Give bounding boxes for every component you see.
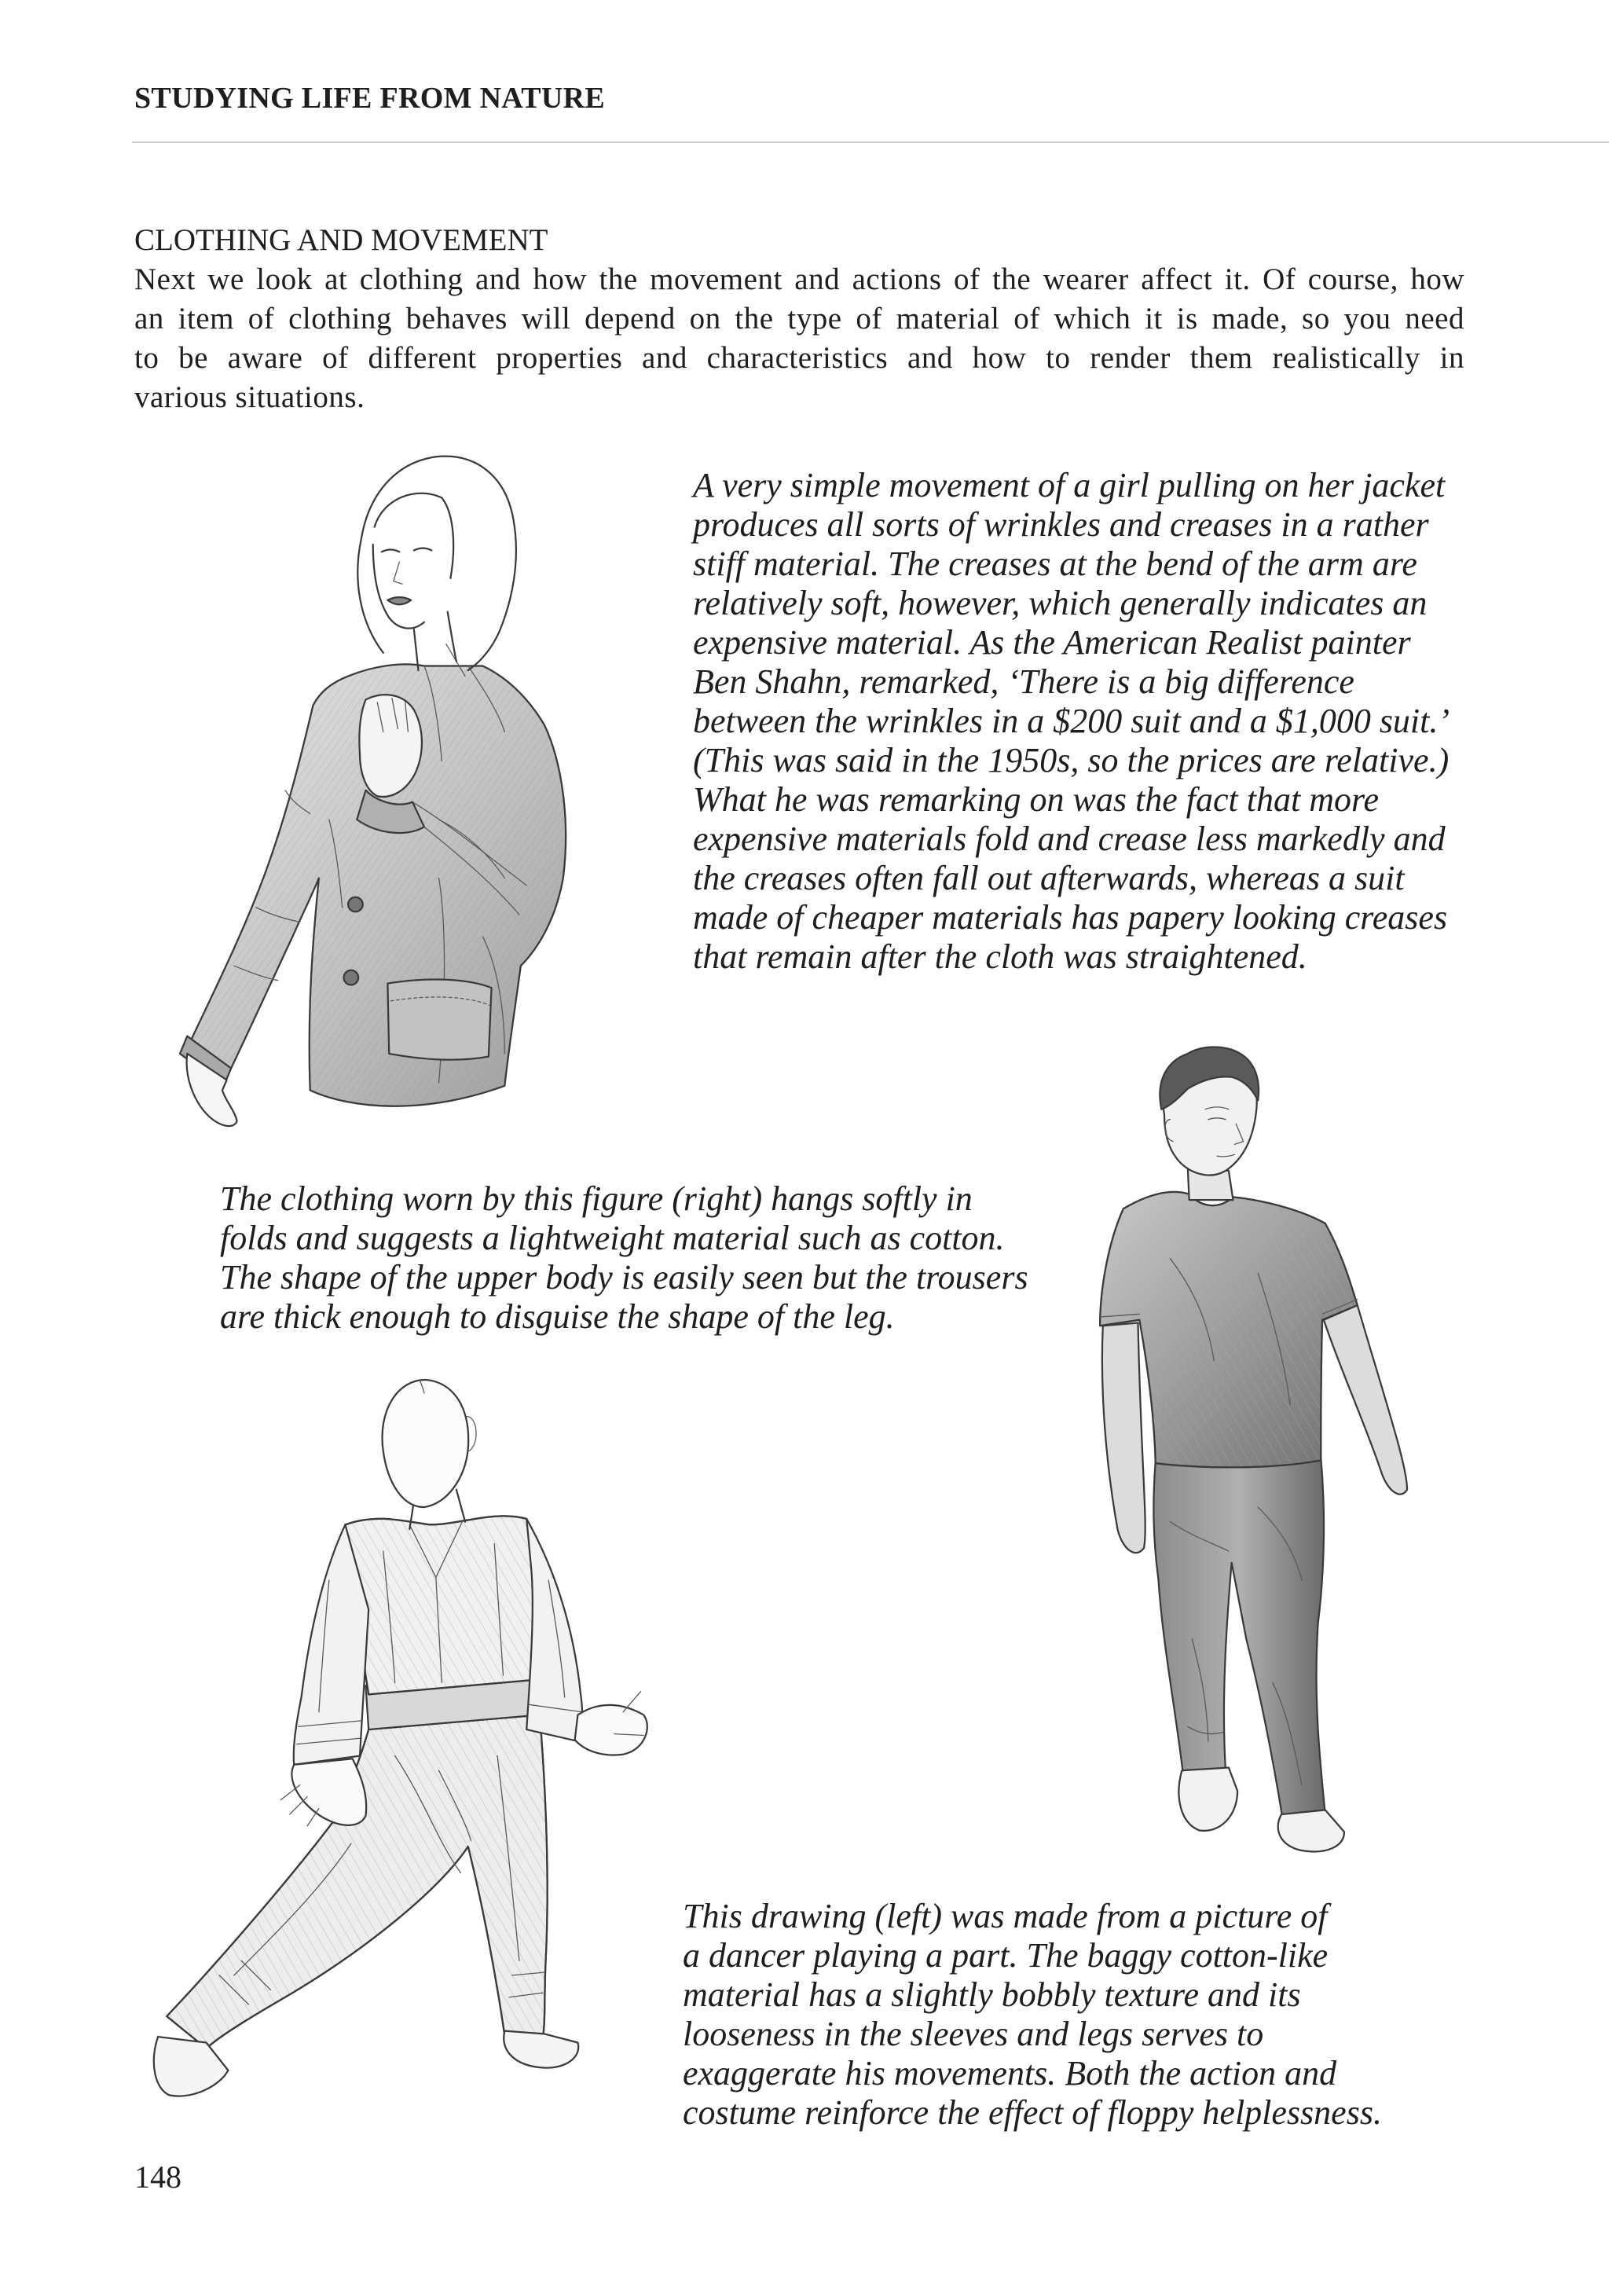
caption-line: material has a slightly bobbly texture and its <box>683 1975 1301 2014</box>
caption-line: the creases often fall out afterwards, whereas a suit <box>693 859 1405 897</box>
header-rule <box>132 141 1609 143</box>
caption-walking-man <box>220 1179 1028 1337</box>
caption-line: What he was remarking on was the fact that more <box>693 780 1379 819</box>
caption-line: A very simple movement of a girl pulling on her jacket <box>693 466 1446 504</box>
caption-line: stiff material. The creases at the bend of the arm are <box>693 545 1417 583</box>
intro-line: Next we look at clothing and how the movement and actions of the wearer affect it. Of course, how <box>134 262 1464 296</box>
intro-line: various situations. <box>134 380 365 414</box>
caption-line: are thick enough to disguise the shape of the leg. <box>220 1297 895 1336</box>
caption-line: Ben Shahn, remarked, ‘There is a big difference <box>693 662 1354 701</box>
caption-line: between the wrinkles in a $200 suit and a $1,000 suit.’ <box>693 702 1450 740</box>
caption-line: expensive material. As the American Realist painter <box>693 623 1411 662</box>
caption-line: expensive materials fold and crease less markedly and <box>693 820 1446 858</box>
caption-line: (This was said in the 1950s, so the prices are relative.) <box>693 741 1450 779</box>
caption-line: a dancer playing a part. The baggy cotton-like <box>683 1936 1329 1975</box>
caption-line: produces all sorts of wrinkles and creases in a rather <box>693 505 1429 544</box>
intro-line: to be aware of different properties and characteristics and how to render them realistically in <box>134 341 1464 375</box>
caption-line: relatively soft, however, which generally indicates an <box>693 584 1428 622</box>
caption-line: looseness in the sleeves and legs serves to <box>683 2015 1264 2053</box>
section-heading: CLOTHING AND MOVEMENT <box>134 223 548 257</box>
intro-paragraph <box>134 260 1464 417</box>
page-number: 148 <box>134 2159 181 2195</box>
caption-line: folds and suggests a lightweight material such as cotton. <box>220 1219 1005 1257</box>
caption-line: exaggerate his movements. Both the action and <box>683 2054 1337 2092</box>
caption-dancer <box>683 1897 1382 2133</box>
caption-jacket <box>693 466 1450 977</box>
caption-line: The clothing worn by this figure (right) hangs softly in <box>220 1179 973 1218</box>
intro-line: an item of clothing behaves will depend on the type of material of which it is made, so you need <box>134 302 1464 336</box>
caption-line: that remain after the cloth was straightened. <box>693 937 1307 976</box>
caption-line: made of cheaper materials has papery looking creases <box>693 898 1448 937</box>
caption-line: The shape of the upper body is easily seen but the trousers <box>220 1258 1028 1297</box>
intro-section <box>134 221 1464 417</box>
caption-line: This drawing (left) was made from a picture of <box>683 1897 1328 1935</box>
caption-line: costume reinforce the effect of floppy helplessness. <box>683 2093 1382 2132</box>
running-head: STUDYING LIFE FROM NATURE <box>134 82 606 115</box>
